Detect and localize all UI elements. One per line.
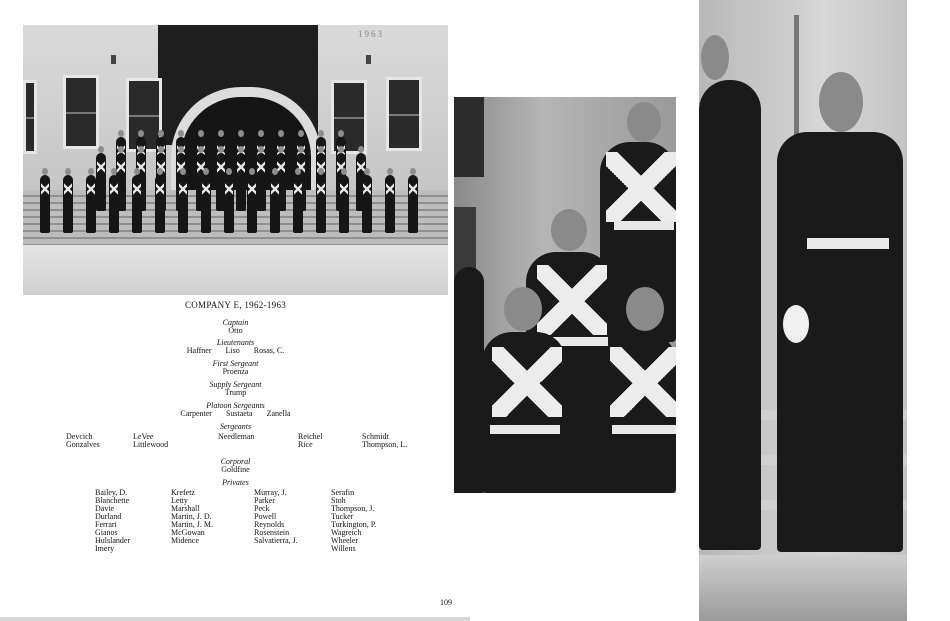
name: Zanella [266, 409, 291, 418]
sergeants-column [362, 433, 407, 449]
wall-lamp [111, 55, 116, 64]
cadet-figure [224, 175, 234, 233]
first-sergeant-names [23, 367, 448, 376]
name: Rosas, C. [253, 346, 285, 355]
cadet [699, 80, 761, 550]
cadet-figure [362, 175, 372, 233]
name: Rice [298, 440, 313, 449]
photo-detail-cadet [699, 0, 907, 621]
cadet-figure [178, 175, 188, 233]
cadet-figure [201, 175, 211, 233]
sergeants-column [66, 433, 100, 449]
name: Letty [171, 496, 188, 505]
privates-column [254, 489, 298, 545]
cadet-figure [40, 175, 50, 233]
name: Wheeler [331, 536, 359, 545]
belt [807, 238, 889, 249]
sergeants-column [218, 433, 254, 441]
platoon-sergeants-label: Platoon Sergeants [206, 401, 265, 410]
cadet-figure [316, 175, 326, 233]
name: Stoh [331, 496, 346, 505]
name: Tucker [331, 512, 354, 521]
belt [614, 221, 674, 230]
name: Needleman [218, 432, 255, 441]
crossbelts [610, 347, 676, 417]
privates-label: Privates [222, 478, 249, 487]
belt [612, 425, 676, 434]
page-edge [0, 617, 470, 621]
yearbook-page [0, 0, 470, 621]
sergeants-column [298, 433, 322, 449]
cadet-head [626, 287, 664, 331]
privates-column [171, 489, 213, 545]
name: Imery [95, 544, 115, 553]
page-title: COMPANY E, 1962-1963 [184, 300, 287, 310]
name: Reichel [298, 432, 323, 441]
name: Devcich [66, 432, 93, 441]
lieutenants-label: Lieutenants [216, 338, 255, 347]
name: Powell [254, 512, 277, 521]
name: Ferrari [95, 520, 117, 529]
name: Schmidt [362, 432, 389, 441]
cadet-head [504, 287, 542, 331]
glove [783, 305, 809, 343]
name: Carpenter [180, 409, 212, 418]
first-sergeant-label: First Sergeant [212, 359, 259, 368]
platoon-sergeants-names [23, 409, 448, 418]
name: Thompson, J. [331, 504, 375, 513]
name: McGowan [171, 528, 205, 537]
name: Thompson, L. [362, 440, 408, 449]
name: Salvatierra, J. [254, 536, 298, 545]
privates-column [331, 489, 376, 553]
cadet-head [551, 209, 587, 251]
privates-column [95, 489, 130, 553]
name: Sustaeta [225, 409, 253, 418]
name: Otto [228, 326, 243, 335]
name: Martin, J. D. [171, 512, 212, 521]
corporal-names [23, 465, 448, 474]
ground [699, 555, 907, 621]
cadet-figure [339, 175, 349, 233]
cadet-figure [408, 175, 418, 233]
window [63, 75, 99, 149]
page-number: 109 [440, 598, 452, 607]
corporal-label: Corporal [220, 457, 251, 466]
name: Littlewood [133, 440, 169, 449]
captain-label: Captain [222, 318, 249, 327]
cadet-head [627, 102, 661, 142]
supply-sergeant-names [23, 388, 448, 397]
window [454, 97, 484, 177]
cadet [454, 267, 484, 493]
cadet-figure [385, 175, 395, 233]
name: Rosenstein [254, 528, 290, 537]
name: Gonzalves [66, 440, 100, 449]
name: Liso [225, 346, 240, 355]
name: Hulslander [95, 536, 131, 545]
cadet-head [819, 72, 863, 132]
sergeants-column [133, 433, 168, 449]
name: Turkington, P. [331, 520, 377, 529]
belt [490, 425, 560, 434]
name: Bailey, D. [95, 488, 128, 497]
name: Goldfine [221, 465, 250, 474]
captain-names [23, 326, 448, 335]
lieutenants-names [23, 346, 448, 355]
crossbelts [606, 152, 676, 222]
cadet-figure [270, 175, 280, 233]
name: Gianos [95, 528, 118, 537]
name: Serafin [331, 488, 355, 497]
window [23, 80, 37, 154]
sergeants-label: Sergeants [219, 422, 252, 431]
name: Wagreich [331, 528, 362, 537]
cadet-figure [236, 153, 246, 211]
name: Marshall [171, 504, 200, 513]
cadet-figure [155, 175, 165, 233]
name: Davie [95, 504, 115, 513]
name: Murray, J. [254, 488, 287, 497]
supply-sergeant-label: Supply Sergeant [209, 380, 262, 389]
name: Midence [171, 536, 199, 545]
cadet-figure [132, 175, 142, 233]
cadet-head [701, 35, 729, 80]
name: Reynolds [254, 520, 285, 529]
cadet-figure [293, 175, 303, 233]
name: Willens [331, 544, 356, 553]
photo-detail-group [454, 97, 676, 493]
cadet-figure [86, 175, 96, 233]
window [386, 77, 422, 151]
name: Durland [95, 512, 122, 521]
name: Martin, J. M. [171, 520, 213, 529]
ground [23, 245, 448, 295]
name: Haffner [186, 346, 212, 355]
wall-lamp [366, 55, 371, 64]
name: Proenza [222, 367, 249, 376]
name: LeVee [133, 432, 154, 441]
company-group-photo [23, 25, 448, 295]
crossbelts [492, 347, 562, 417]
cadet-figure [109, 175, 119, 233]
cadet-figure [63, 175, 73, 233]
cadet-figure [247, 175, 257, 233]
crossbelts [537, 265, 607, 335]
name: Peck [254, 504, 270, 513]
name: Blanchette [95, 496, 130, 505]
name: Parker [254, 496, 275, 505]
name: Krefetz [171, 488, 195, 497]
cadet-figure [256, 153, 266, 211]
name: Trump [224, 388, 247, 397]
building-sign: 1963 [358, 29, 384, 39]
cadet-figure [96, 153, 106, 211]
